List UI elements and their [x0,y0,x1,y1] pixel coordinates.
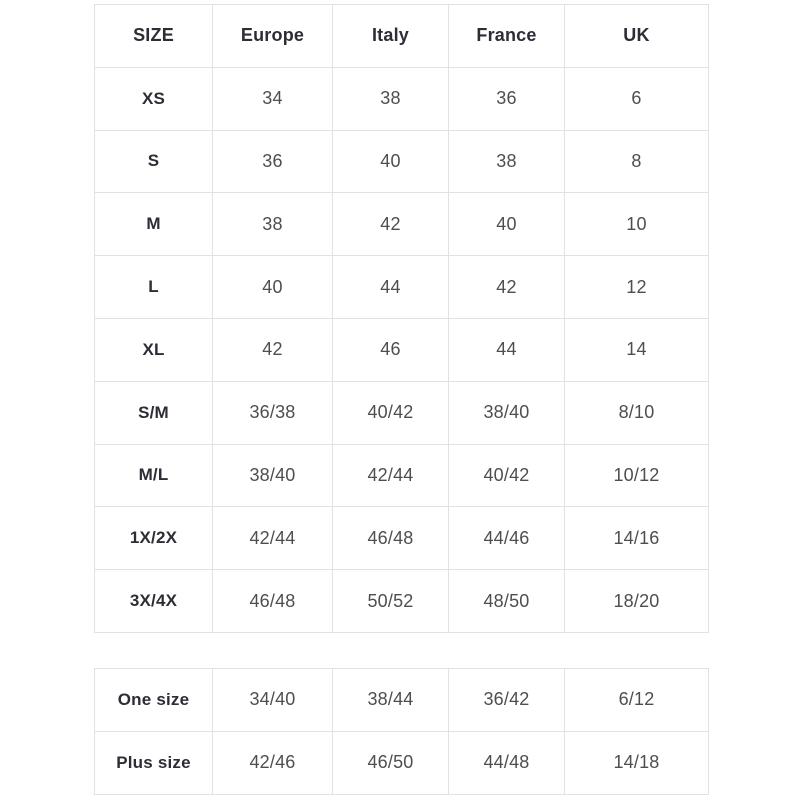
cell-uk: 6 [565,67,709,130]
cell-france: 36/42 [449,668,565,731]
cell-uk: 8 [565,130,709,193]
cell-italy: 38 [333,67,449,130]
table-row [95,67,709,130]
cell-italy: 46/50 [333,731,449,794]
cell-italy: 42/44 [333,444,449,507]
cell-france: 38/40 [449,381,565,444]
cell-france: 42 [449,256,565,319]
cell-france: 44/48 [449,731,565,794]
cell-europe: 36/38 [213,381,333,444]
table-row [95,668,709,731]
cell-europe: 34 [213,67,333,130]
column-header-europe: Europe [213,5,333,68]
cell-italy: 40/42 [333,381,449,444]
cell-france: 40/42 [449,444,565,507]
cell-europe: 36 [213,130,333,193]
header-row [95,5,709,68]
cell-europe: 40 [213,256,333,319]
row-label: XS [95,67,213,130]
size-conversion-table [94,4,709,633]
table-row [95,130,709,193]
row-label: 3X/4X [95,570,213,633]
table-row [95,507,709,570]
cell-italy: 46 [333,318,449,381]
cell-uk: 18/20 [565,570,709,633]
table-row [95,381,709,444]
row-label: M [95,193,213,256]
row-label: S/M [95,381,213,444]
table-row [95,318,709,381]
cell-italy: 38/44 [333,668,449,731]
cell-europe: 42 [213,318,333,381]
row-label: M/L [95,444,213,507]
one-size-table [94,668,709,795]
table-row [95,444,709,507]
cell-france: 38 [449,130,565,193]
cell-italy: 40 [333,130,449,193]
cell-italy: 46/48 [333,507,449,570]
table-row [95,731,709,794]
cell-france: 44 [449,318,565,381]
column-header-uk: UK [565,5,709,68]
cell-europe: 38 [213,193,333,256]
cell-italy: 50/52 [333,570,449,633]
column-header-size: SIZE [95,5,213,68]
cell-europe: 46/48 [213,570,333,633]
cell-uk: 6/12 [565,668,709,731]
cell-france: 40 [449,193,565,256]
cell-europe: 42/44 [213,507,333,570]
row-label: Plus size [95,731,213,794]
row-label: 1X/2X [95,507,213,570]
cell-uk: 8/10 [565,381,709,444]
table-row [95,193,709,256]
cell-europe: 34/40 [213,668,333,731]
row-label: XL [95,318,213,381]
cell-uk: 14/16 [565,507,709,570]
cell-france: 44/46 [449,507,565,570]
cell-italy: 42 [333,193,449,256]
cell-uk: 14/18 [565,731,709,794]
column-header-france: France [449,5,565,68]
row-label: One size [95,668,213,731]
cell-europe: 42/46 [213,731,333,794]
cell-uk: 14 [565,318,709,381]
cell-uk: 10/12 [565,444,709,507]
cell-europe: 38/40 [213,444,333,507]
row-label: S [95,130,213,193]
cell-italy: 44 [333,256,449,319]
cell-france: 36 [449,67,565,130]
column-header-italy: Italy [333,5,449,68]
table-row [95,570,709,633]
cell-france: 48/50 [449,570,565,633]
cell-uk: 10 [565,193,709,256]
row-label: L [95,256,213,319]
table-row [95,256,709,319]
cell-uk: 12 [565,256,709,319]
